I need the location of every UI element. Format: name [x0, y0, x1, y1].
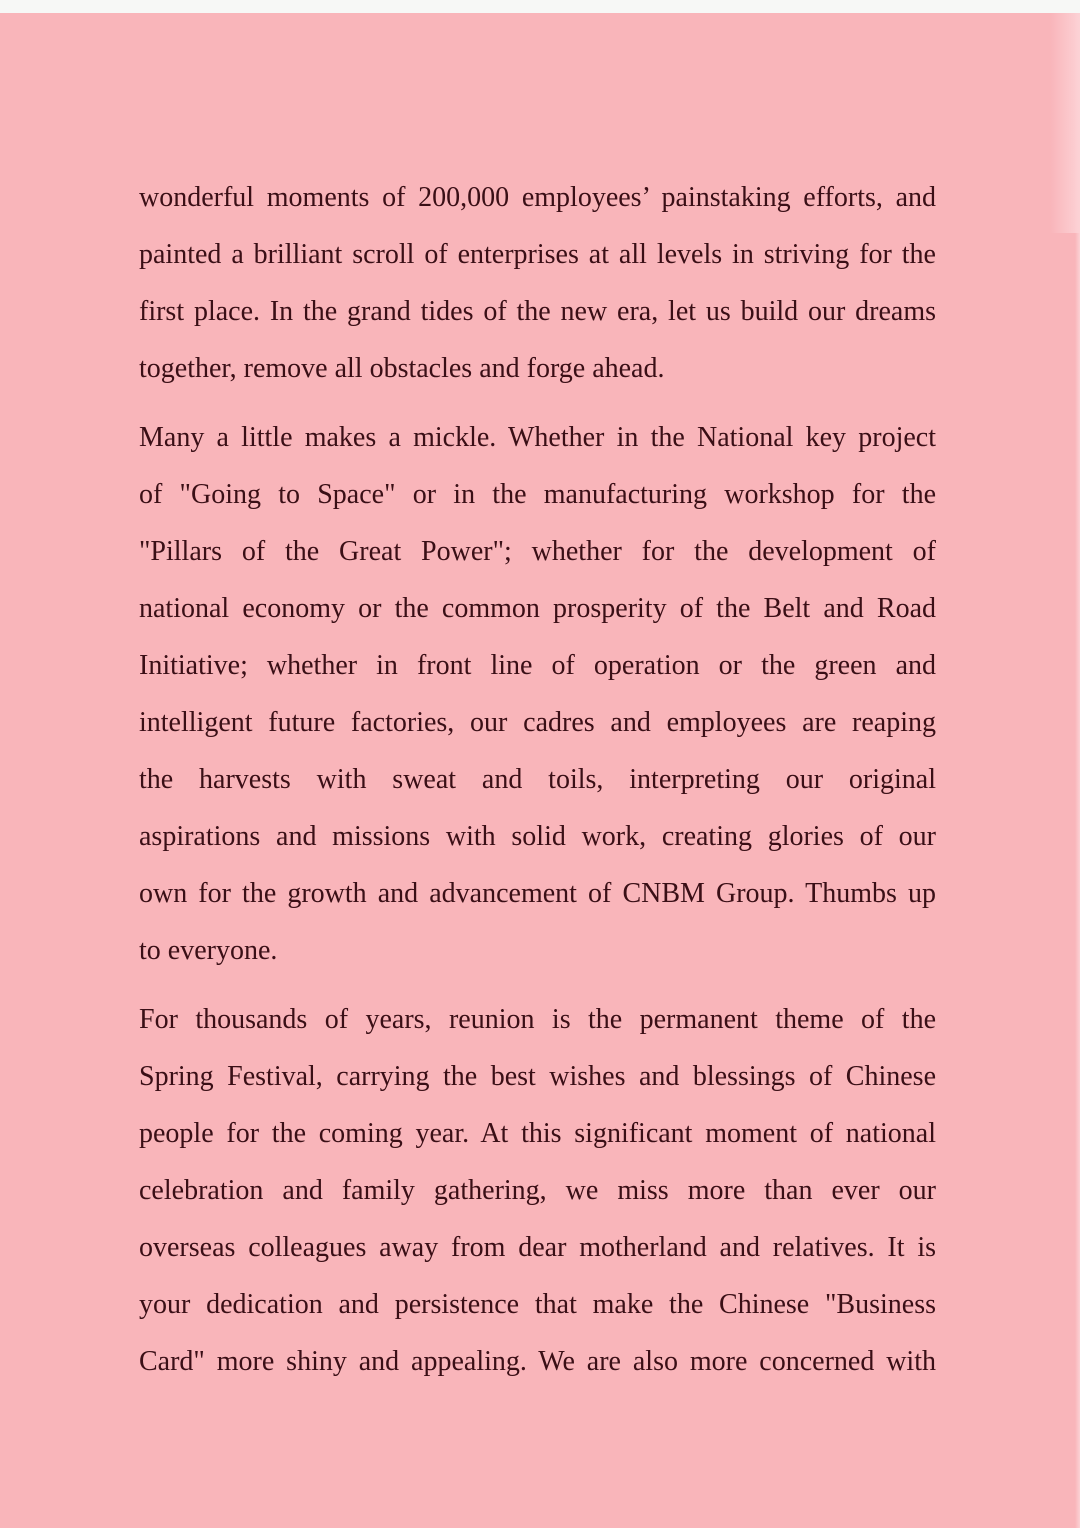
text-line: Spring Festival, carrying the best wishes and blessings of Chinese	[139, 1061, 936, 1092]
text-line: Initiative; whether in front line of operation or the green and	[139, 650, 936, 681]
text-line: painted a brilliant scroll of enterprises at all levels in striving for the	[139, 239, 936, 270]
text-line: your dedication and persistence that make the Chinese "Business	[139, 1289, 936, 1320]
text-line: wonderful moments of 200,000 employees’ painstaking efforts, and	[139, 182, 936, 213]
paragraph	[139, 169, 936, 397]
text-line: first place. In the grand tides of the new era, let us build our dreams	[139, 296, 936, 327]
text-line: of "Going to Space" or in the manufacturing workshop for the	[139, 479, 936, 510]
text-line: Card" more shiny and appealing. We are also more concerned with	[139, 1346, 936, 1377]
text-line: celebration and family gathering, we miss more than ever our	[139, 1175, 936, 1206]
text-line: overseas colleagues away from dear motherland and relatives. It is	[139, 1232, 936, 1263]
text-line: Many a little makes a mickle. Whether in the National key project	[139, 422, 936, 453]
scanned-page	[0, 13, 1080, 1528]
paragraph	[139, 409, 936, 979]
text-line: people for the coming year. At this significant moment of national	[139, 1118, 936, 1149]
text-line: "Pillars of the Great Power"; whether for the development of	[139, 536, 936, 567]
text-line: For thousands of years, reunion is the permanent theme of the	[139, 1004, 936, 1035]
document-body	[139, 169, 936, 1402]
paragraph	[139, 991, 936, 1390]
text-line: aspirations and missions with solid work, creating glories of our	[139, 821, 936, 852]
text-line: own for the growth and advancement of CNBM Group. Thumbs up	[139, 878, 936, 909]
text-line: the harvests with sweat and toils, interpreting our original	[139, 764, 936, 795]
text-line: together, remove all obstacles and forge ahead.	[139, 353, 665, 384]
text-line: to everyone.	[139, 935, 278, 966]
text-line: national economy or the common prosperity of the Belt and Road	[139, 593, 936, 624]
text-line: intelligent future factories, our cadres and employees are reaping	[139, 707, 936, 738]
